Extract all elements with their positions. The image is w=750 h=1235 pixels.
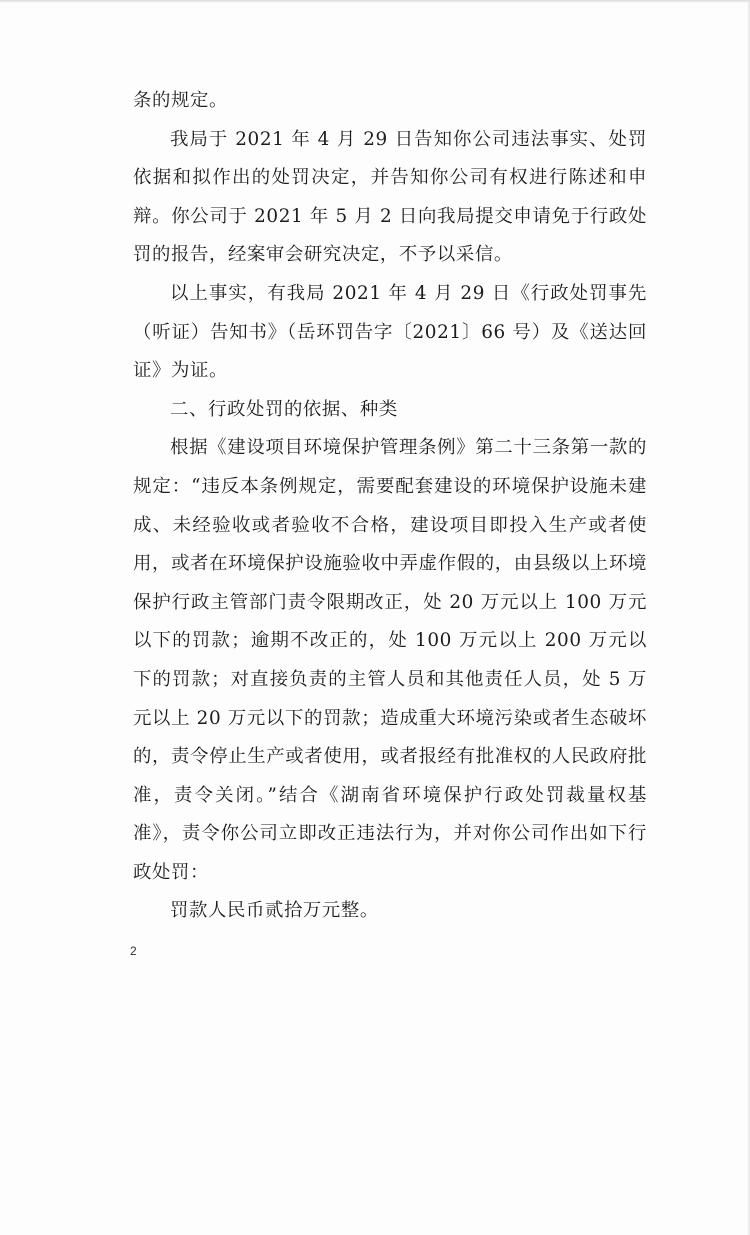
paragraph-continuation: 条的规定。 <box>133 90 228 111</box>
paragraph-evidence: 以上事实，有我局 2021 年 4 月 29 日《行政处罚事先（听证）告知书》（岳环罚告字〔2021〕66 号）及《送达回证》为证。 <box>133 282 647 382</box>
paragraph-notification: 我局于 2021 年 4 月 29 日告知你公司违法事实、处罚依据和拟作出的处罚决定，并告知你公司有权进行陈述和申辩。你公司于 2021 年 5 月 2 日向我局提交申请免于行政处罚的报告，经案审会研究决定，不予以采信。 <box>133 128 647 266</box>
scan-edge-top <box>0 0 750 3</box>
section-heading-basis: 二、行政处罚的依据、种类 <box>170 398 398 420</box>
paragraph-penalty: 罚款人民币贰拾万元整。 <box>170 900 379 922</box>
page-number: 2 <box>130 944 137 958</box>
document-body <box>133 82 647 931</box>
paragraph-legal-basis: 根据《建设项目环境保护管理条例》第二十三条第一款的规定：“违反本条例规定，需要配套建设的环境保护设施未建成、未经验收或者验收不合格，建设项目即投入生产或者使用，或者在环境保护设施验收中弄虚作假的，由县级以上环境保护行政主管部门责令限期改正，处 20 万元以上 100 万元以下的罚款；逾期不改正的，处 100 万元以上 200 万元以下的罚款；对直接负责的主管人员和其他责任人员，处 5 万元以上 20 万元以下的罚款；造成重大环境污染或者生态破坏的，责令停止生产或者使用，或者报经有批准权的人民政府批准，责令关闭。”结合《湖南省环境保护行政处罚裁量权基准》，责令你公司立即改正违法行为，并对你公司作出如下行政处罚： <box>133 437 647 883</box>
